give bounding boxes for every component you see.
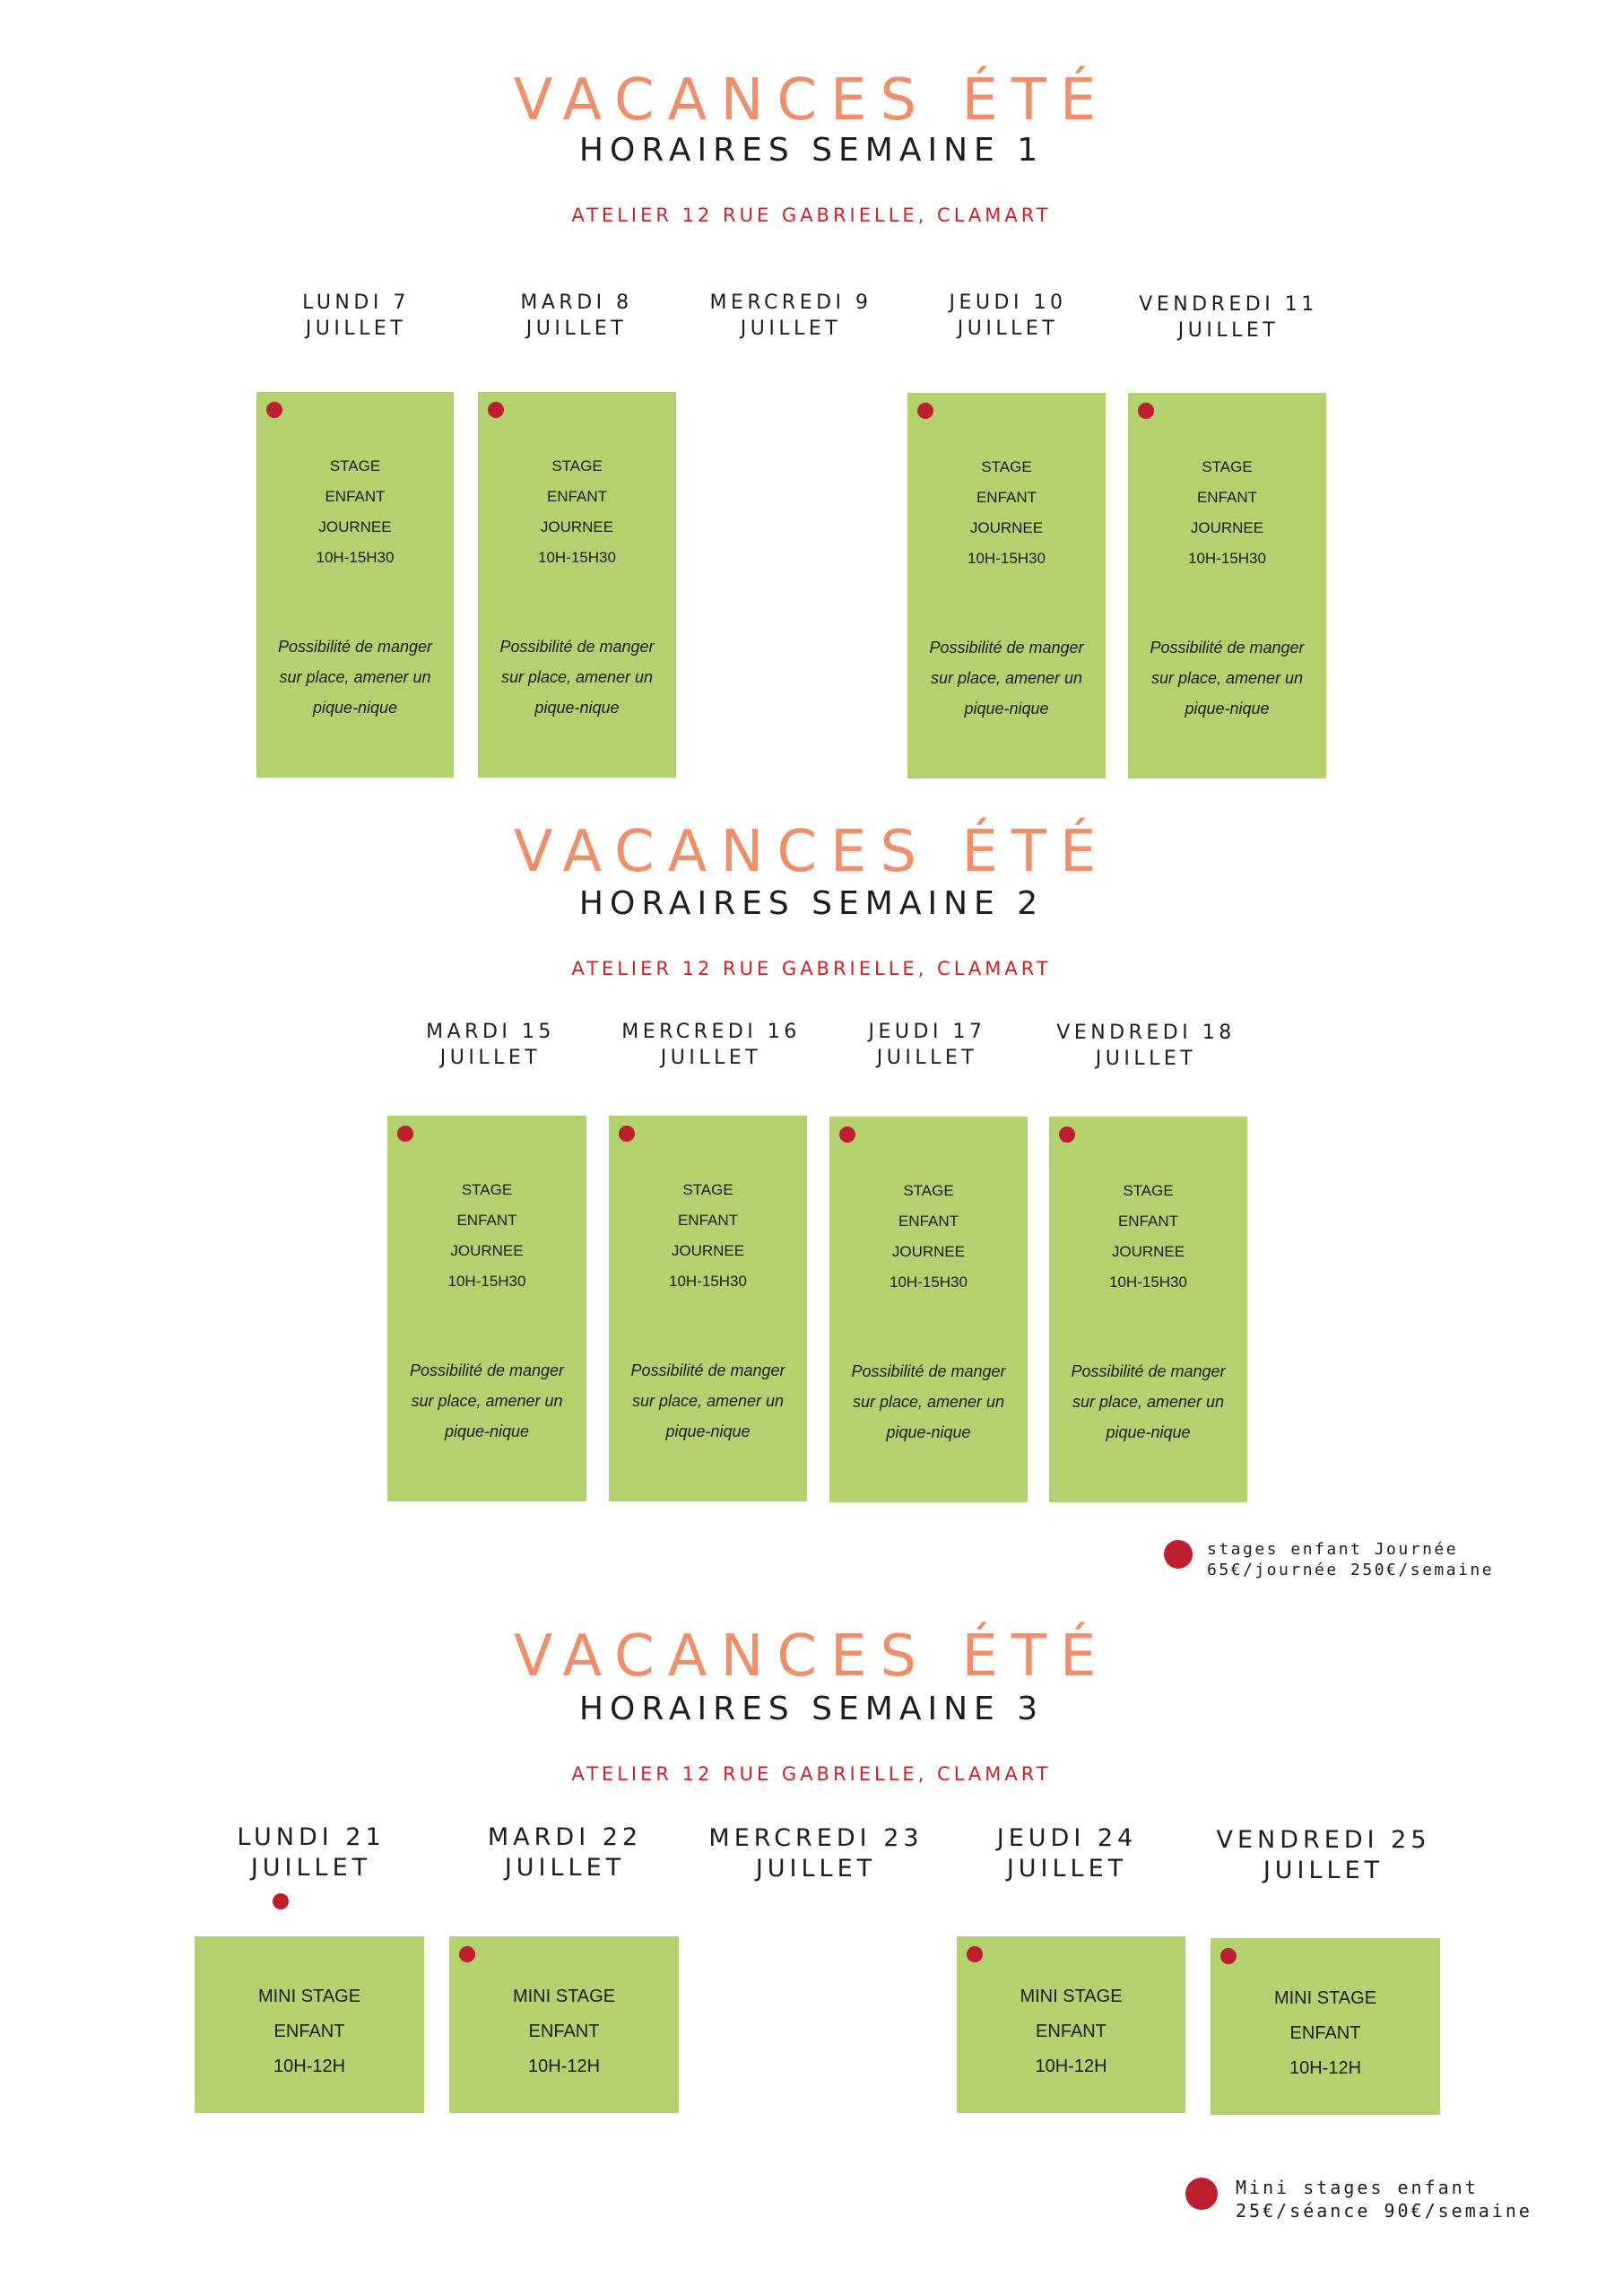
stage-card	[829, 1117, 1028, 1502]
day-month: JUILLET	[1263, 1857, 1384, 1884]
card-line: MINI STAGE	[257, 1987, 361, 2006]
mini-stage-marker-dot	[1220, 1948, 1237, 1964]
card-line: ENFANT	[1196, 489, 1258, 506]
card-line: ENFANT	[1117, 1213, 1179, 1230]
card-line: STAGE	[551, 457, 603, 474]
card-line: MINI STAGE	[512, 1987, 616, 2006]
card-line: JOURNEE	[671, 1242, 745, 1259]
day-name: LUNDI 21	[237, 1823, 386, 1851]
stage-card	[1049, 1117, 1247, 1502]
mini-stage-card	[1211, 1938, 1440, 2115]
week3-address: ATELIER 12 RUE GABRIELLE, CLAMART	[571, 1763, 1052, 1785]
card-line: MINI STAGE	[1020, 1987, 1123, 2006]
card-note: pique-nique	[534, 699, 620, 717]
card-line: ENFANT	[1036, 2022, 1107, 2041]
day-month: JUILLET	[876, 1047, 978, 1069]
card-note: Possibilité de manger	[277, 638, 433, 656]
card-line: JOURNEE	[318, 518, 392, 535]
legend-stage	[1207, 1539, 1494, 1580]
card-line: ENFANT	[976, 489, 1037, 506]
card-time: 10H-15H30	[1188, 550, 1266, 567]
card-note: sur place, amener un	[279, 668, 431, 686]
day-name: MERCREDI 9	[709, 291, 872, 314]
card-line: STAGE	[1202, 458, 1253, 475]
mini-stage-marker-dot	[459, 1946, 475, 1962]
card-line: JOURNEE	[1190, 519, 1264, 536]
card-line: ENFANT	[456, 1212, 517, 1229]
card-line: ENFANT	[528, 2022, 600, 2041]
card-note: Possibilité de manger	[851, 1362, 1006, 1380]
day-name: VENDREDI 18	[1056, 1022, 1236, 1044]
week1-day-header	[891, 290, 1124, 342]
card-line: ENFANT	[325, 488, 386, 505]
week2-day-header	[811, 1019, 1044, 1071]
mini-stage-card	[957, 1936, 1185, 2113]
card-time: 10H-12H	[527, 2057, 601, 2076]
stage-marker-dot	[839, 1126, 855, 1143]
legend-mini-price: 25€/séance 90€/semaine	[1236, 2200, 1532, 2222]
week1-subtitle: HORAIRES SEMAINE 1	[578, 132, 1045, 169]
day-month: JUILLET	[740, 317, 842, 340]
card-line: STAGE	[1123, 1182, 1174, 1199]
card-note: pique-nique	[1106, 1423, 1191, 1441]
card-note: Possibilité de manger	[630, 1361, 785, 1379]
card-line: STAGE	[329, 457, 381, 474]
mini-stage-card	[449, 1936, 679, 2113]
day-month: JUILLET	[1095, 1048, 1197, 1070]
day-name: MARDI 8	[520, 291, 633, 314]
day-name: MERCREDI 16	[621, 1021, 801, 1043]
card-line: ENFANT	[1289, 2023, 1361, 2043]
stage-card	[907, 393, 1106, 778]
card-note: pique-nique	[964, 700, 1049, 718]
stage-card	[478, 392, 676, 778]
day-month: JUILLET	[660, 1047, 762, 1069]
day-name: VENDREDI 11	[1139, 293, 1318, 316]
card-note: sur place, amener un	[1150, 669, 1304, 687]
card-note: sur place, amener un	[1072, 1393, 1225, 1411]
card-note: Possibilité de manger	[1071, 1362, 1226, 1380]
week1-address: ATELIER 12 RUE GABRIELLE, CLAMART	[571, 204, 1052, 226]
card-time: 10H-15H30	[316, 549, 395, 566]
card-note: sur place, amener un	[631, 1392, 785, 1410]
stage-marker-dot	[266, 402, 282, 418]
card-line: ENFANT	[677, 1212, 739, 1229]
day-name: JEUDI 24	[996, 1824, 1138, 1852]
day-month: JUILLET	[305, 317, 407, 340]
card-line: STAGE	[981, 458, 1032, 475]
week3-day-header	[950, 1823, 1184, 1884]
week3-subtitle: HORAIRES SEMAINE 3	[578, 1691, 1045, 1727]
stage-card	[609, 1116, 807, 1501]
card-line: ENFANT	[898, 1213, 959, 1230]
card-note: sur place, amener un	[930, 669, 1083, 687]
week3-day-header	[699, 1823, 933, 1884]
card-time: 10H-12H	[273, 2057, 346, 2076]
day-name: MARDI 15	[426, 1021, 555, 1043]
card-note: sur place, amener un	[852, 1393, 1005, 1411]
mini-stage-marker-dot	[273, 1893, 289, 1909]
legend-stage-price: 65€/journée 250€/semaine	[1207, 1561, 1495, 1579]
week1-day-header	[239, 290, 473, 342]
week2-address: ATELIER 12 RUE GABRIELLE, CLAMART	[571, 958, 1052, 979]
card-time: 10H-15H30	[1109, 1274, 1187, 1291]
card-line: JOURNEE	[540, 518, 614, 535]
week2-title: VACANCES ÉTÉ	[513, 819, 1110, 885]
week1-title: VACANCES ÉTÉ	[513, 67, 1110, 134]
week2-day-header	[595, 1019, 828, 1071]
legend-stage-dot	[1164, 1540, 1193, 1569]
day-month: JUILLET	[1006, 1855, 1128, 1883]
day-month: JUILLET	[504, 1854, 626, 1882]
day-name: JEUDI 10	[949, 291, 1067, 314]
week3-day-header	[195, 1822, 428, 1883]
stage-marker-dot	[619, 1126, 635, 1142]
card-note: Possibilité de manger	[499, 638, 655, 656]
card-line: JOURNEE	[1111, 1243, 1185, 1260]
stage-marker-dot	[397, 1126, 413, 1142]
legend-stage-label: stages enfant Journée	[1207, 1540, 1459, 1559]
legend-mini-dot	[1185, 2178, 1218, 2210]
card-time: 10H-15H30	[669, 1273, 747, 1290]
card-time: 10H-12H	[1289, 2058, 1362, 2078]
stage-marker-dot	[488, 402, 504, 418]
card-line: STAGE	[903, 1182, 954, 1199]
card-note: pique-nique	[886, 1423, 971, 1441]
card-line: ENFANT	[273, 2022, 345, 2041]
card-line: ENFANT	[546, 488, 608, 505]
card-line: JOURNEE	[450, 1242, 524, 1259]
week3-title: VACANCES ÉTÉ	[513, 1623, 1110, 1690]
week1-day-header	[460, 290, 693, 342]
legend-mini	[1236, 2176, 1532, 2222]
day-name: VENDREDI 25	[1216, 1826, 1431, 1854]
card-time: 10H-15H30	[890, 1274, 968, 1291]
week3-day-header	[1207, 1825, 1440, 1886]
card-line: STAGE	[461, 1181, 513, 1198]
card-note: pique-nique	[312, 699, 398, 717]
stage-card	[387, 1116, 586, 1501]
day-name: MARDI 22	[487, 1823, 643, 1851]
legend-mini-label: Mini stages enfant	[1236, 2177, 1479, 2198]
day-month: JUILLET	[525, 317, 628, 340]
week1-day-header	[1112, 291, 1345, 344]
card-time: 10H-15H30	[538, 549, 616, 566]
card-note: Possibilité de manger	[1150, 639, 1305, 657]
day-month: JUILLET	[1177, 319, 1280, 342]
card-note: pique-nique	[1185, 700, 1270, 718]
stage-marker-dot	[1138, 403, 1154, 419]
week2-subtitle: HORAIRES SEMAINE 2	[578, 885, 1045, 922]
card-note: sur place, amener un	[500, 668, 654, 686]
day-name: LUNDI 7	[302, 291, 410, 314]
day-name: MERCREDI 23	[708, 1824, 924, 1852]
card-note: pique-nique	[444, 1422, 530, 1440]
card-note: pique-nique	[665, 1422, 751, 1440]
card-line: MINI STAGE	[1273, 1988, 1377, 2008]
week2-day-header	[1029, 1020, 1263, 1072]
stage-marker-dot	[1059, 1126, 1075, 1143]
day-month: JUILLET	[439, 1047, 542, 1069]
card-time: 10H-15H30	[968, 550, 1046, 567]
day-name: JEUDI 17	[868, 1021, 986, 1043]
card-line: STAGE	[682, 1181, 733, 1198]
mini-stage-marker-dot	[967, 1946, 983, 1962]
card-time: 10H-12H	[1035, 2057, 1107, 2076]
day-month: JUILLET	[755, 1855, 877, 1883]
mini-stage-card	[195, 1936, 424, 2113]
card-line: JOURNEE	[969, 519, 1044, 536]
card-note: sur place, amener un	[411, 1392, 563, 1410]
week3-day-header	[448, 1822, 681, 1883]
card-note: Possibilité de manger	[409, 1361, 565, 1379]
day-month: JUILLET	[250, 1854, 372, 1882]
week1-day-header	[674, 290, 907, 342]
card-time: 10H-15H30	[447, 1273, 526, 1290]
card-note: Possibilité de manger	[929, 639, 1084, 657]
stage-card	[256, 392, 454, 778]
day-month: JUILLET	[957, 317, 1059, 340]
week2-day-header	[374, 1019, 607, 1071]
stage-marker-dot	[917, 403, 933, 419]
card-line: JOURNEE	[891, 1243, 966, 1260]
stage-card	[1128, 393, 1326, 778]
